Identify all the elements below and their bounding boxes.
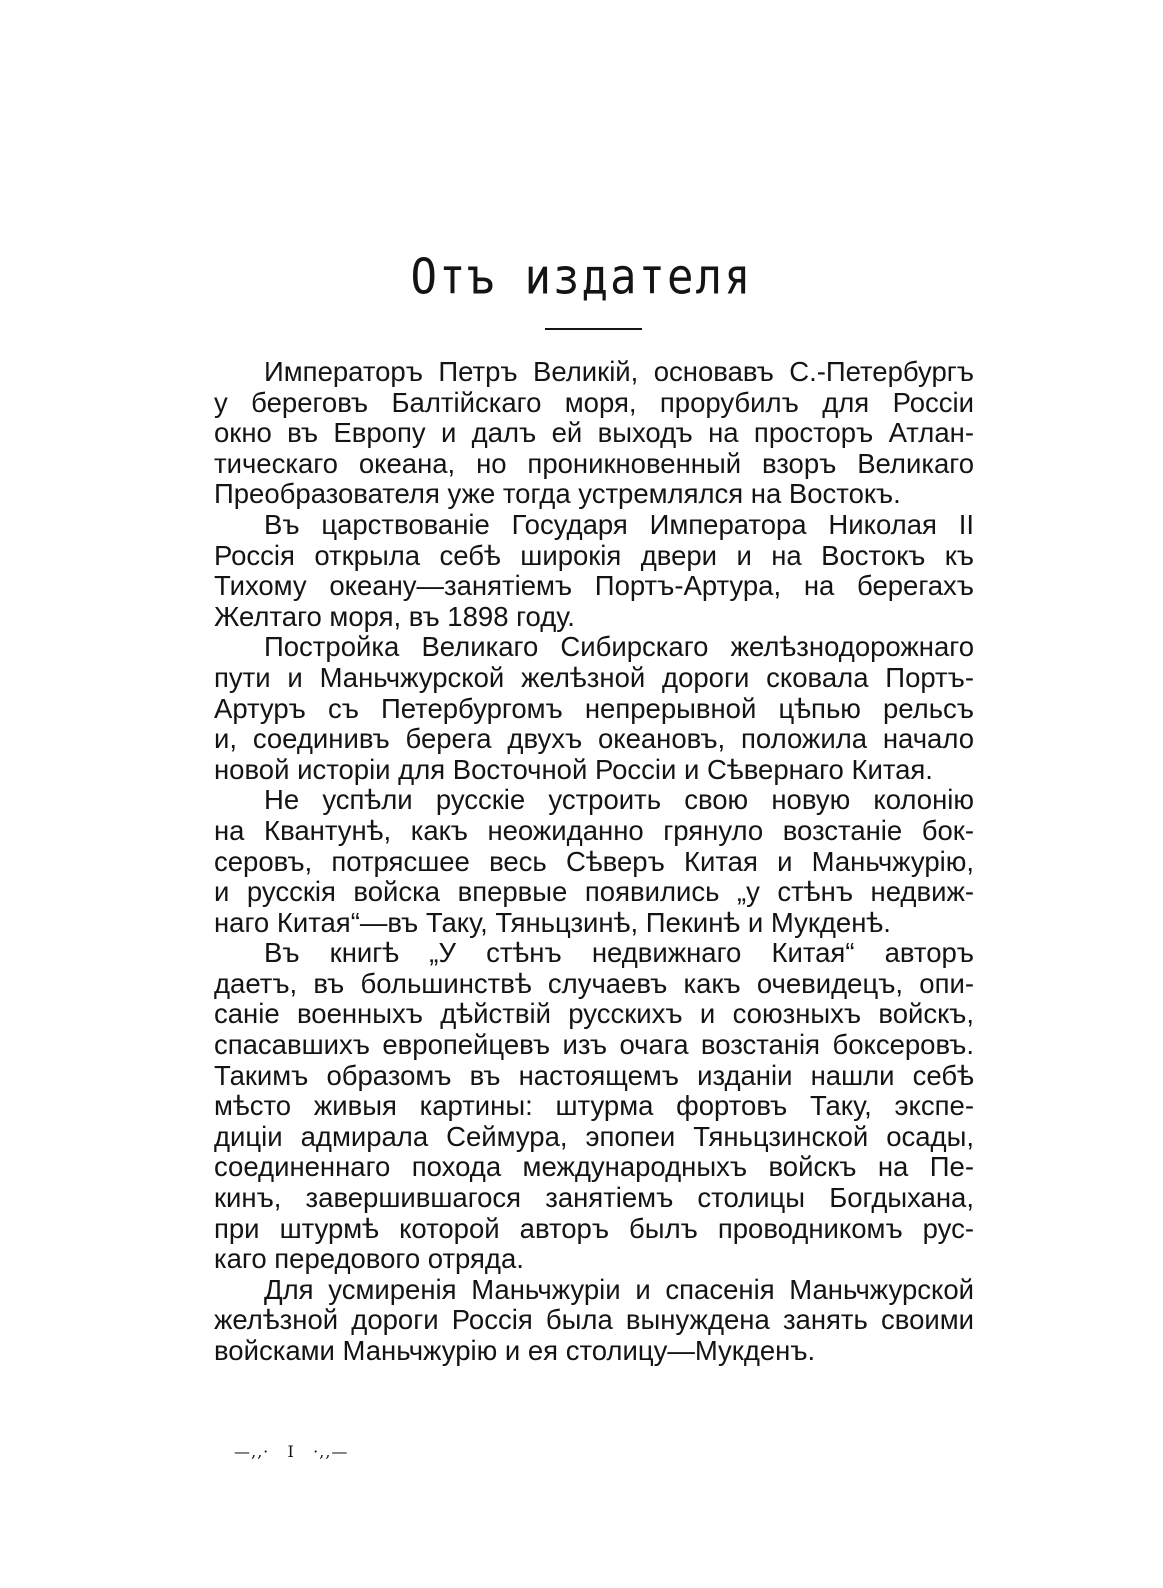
text-line: соединеннаго похода международныхъ войскъ на Пе- [214,1151,974,1183]
signature-mark: —‚‚· I ·‚‚— [234,1442,349,1461]
paragraph [214,632,974,785]
text-line: Въ книгѣ „У стѣнъ недвижнаго Китая“ авторъ [264,937,974,969]
text-line: наго Китая“—въ Таку, Тяньцзинѣ, Пекинѣ и Мукденѣ. [214,906,891,938]
page-title: Отъ издателя [410,248,753,306]
paragraph [214,357,974,510]
paragraph [214,510,974,632]
text-line: и русскія войска впервые появились „у стѣнъ недвиж- [214,876,974,908]
text-line: даетъ, въ большинствѣ случаевъ какъ очевидецъ, опи- [214,967,974,999]
text-line: Для усмиренія Маньчжуріи и спасенія Маньчжурской [264,1273,974,1305]
text-line: каго передового отряда. [214,1243,524,1275]
text-line: Тихому океану—занятіемъ Портъ-Артура, на берегахъ [214,570,974,602]
text-line: войсками Маньчжурію и ея столицу—Мукденъ. [214,1335,816,1366]
text-line: саніе военныхъ дѣйствій русскихъ и союзныхъ войскъ, [214,998,974,1030]
text-line: Такимъ образомъ въ настоящемъ изданіи нашли себѣ [214,1059,974,1091]
text-line: тическаго океана, но проникновенный взоръ Великаго [214,447,974,479]
paragraph [214,785,974,938]
text-line: Желтаго моря, въ 1898 году. [214,600,575,632]
text-line: серовъ, потрясшее весь Сѣверъ Китая и Маньчжурію, [214,845,974,877]
text-line: Преобразователя уже тогда устремлялся на Востокъ. [214,478,901,510]
text-line: окно въ Европу и далъ ей выходъ на просторъ Атлан- [214,417,974,449]
text-line: Въ царствованіе Государя Императора Николая II [264,508,974,540]
body-text [214,357,974,1367]
text-line: новой исторіи для Восточной Россіи и Сѣвернаго Китая. [214,753,933,785]
text-line: Постройка Великаго Сибирскаго желѣзнодорожнаго [264,631,974,663]
text-line: при штурмѣ которой авторъ былъ проводникомъ рус- [214,1212,974,1244]
paragraph [214,1275,974,1367]
text-line: желѣзной дороги Россія была вынуждена занять своими [214,1304,974,1336]
text-line: спасавшихъ европейцевъ изъ очага возстанія боксеровъ. [214,1029,974,1061]
text-line: Артуръ съ Петербургомъ непрерывной цѣпью рельсъ [214,692,974,724]
text-line: пути и Маньчжурской желѣзной дороги сковала Портъ- [214,661,974,693]
text-line: у береговъ Балтійскаго моря, прорубилъ для Россіи [214,386,974,418]
text-line: Россія открыла себѣ широкія двери и на Востокъ къ [214,539,974,571]
title-divider-rule [545,328,642,330]
text-line: Императоръ Петръ Великій, основавъ С.-Петербургъ [264,356,974,387]
text-line: кинъ, завершившагося занятіемъ столицы Богдыхана, [214,1182,974,1214]
text-line: на Квантунѣ, какъ неожиданно грянуло возстаніе бок- [214,814,974,846]
text-line: диціи адмирала Сеймура, эпопеи Тяньцзинской осады, [214,1120,974,1152]
text-line: и, соединивъ берега двухъ океановъ, положила начало [214,723,974,755]
text-line: мѣсто живыя картины: штурма фортовъ Таку, экспе- [214,1090,974,1122]
paragraph [214,938,974,1275]
text-line: Не успѣли русскіе устроить свою новую колонію [264,784,974,816]
